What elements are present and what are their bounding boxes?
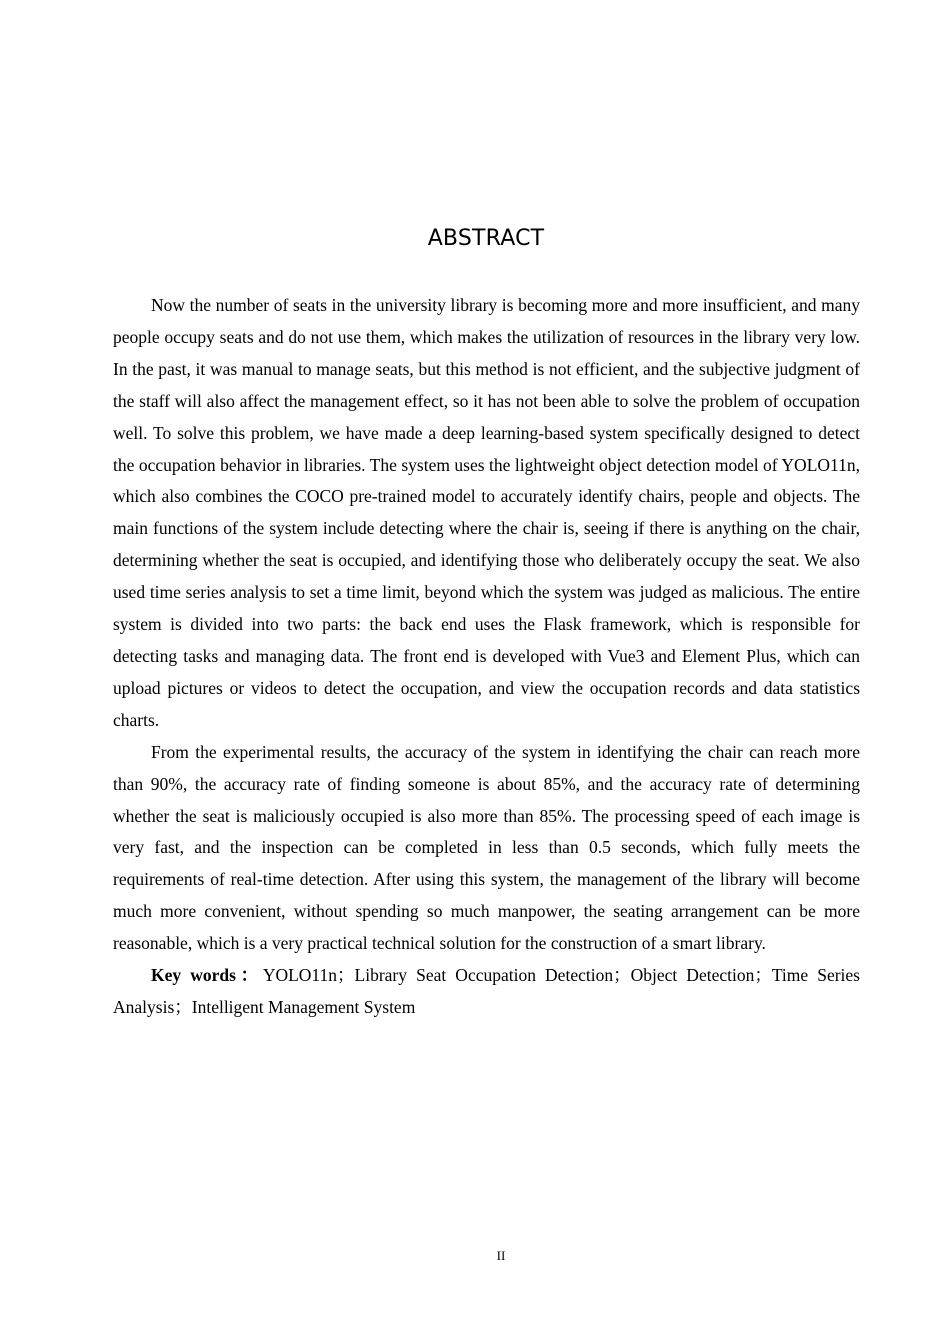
abstract-body xyxy=(113,290,860,1024)
page-number: II xyxy=(496,1248,506,1263)
abstract-heading: ABSTRACT xyxy=(427,226,545,251)
keywords-label: Key words： xyxy=(151,965,263,986)
abstract-paragraph-1: Now the number of seats in the university library is becoming more and more insufficient, and many people occupy seats and do not use them, which makes the utilization of resources in the library very low. In the past, it was manual to manage seats, but this method is not efficient, and the subjective judgment of the staff will also affect the management effect, so it has not been able to solve the problem of occupation well. To solve this problem, we have made a deep learning-based system specifically designed to detect the occupation behavior in libraries. The system uses the lightweight object detection model of YOLO11n, which also combines the COCO pre-trained model to accurately identify chairs, people and objects. The main functions of the system include detecting where the chair is, seeing if there is anything on the chair, determining whether the seat is occupied, and identifying those who deliberately occupy the seat. We also used time series analysis to set a time limit, beyond which the system was judged as malicious. The entire system is divided into two parts: the back end uses the Flask framework, which is responsible for detecting tasks and managing data. The front end is developed with Vue3 and Element Plus, which can upload pictures or videos to detect the occupation, and view the occupation records and data statistics charts. xyxy=(113,295,860,730)
abstract-paragraph-2: From the experimental results, the accuracy of the system in identifying the chair can reach more than 90%, the accuracy rate of finding someone is about 85%, and the accuracy rate of determining whether the seat is maliciously occupied is also more than 85%. The processing speed of each image is very fast, and the inspection can be completed in less than 0.5 seconds, which fully meets the requirements of real-time detection. After using this system, the management of the library will become much more convenient, without spending so much manpower, the seating arrangement can be more reasonable, which is a very practical technical solution for the construction of a smart library. xyxy=(113,741,860,954)
keywords-line xyxy=(113,960,860,1024)
keywords-text: YOLO11n；Library Seat Occupation Detection；Object Detection；Time Series Analysis；Intelligent Management System xyxy=(113,965,860,1017)
